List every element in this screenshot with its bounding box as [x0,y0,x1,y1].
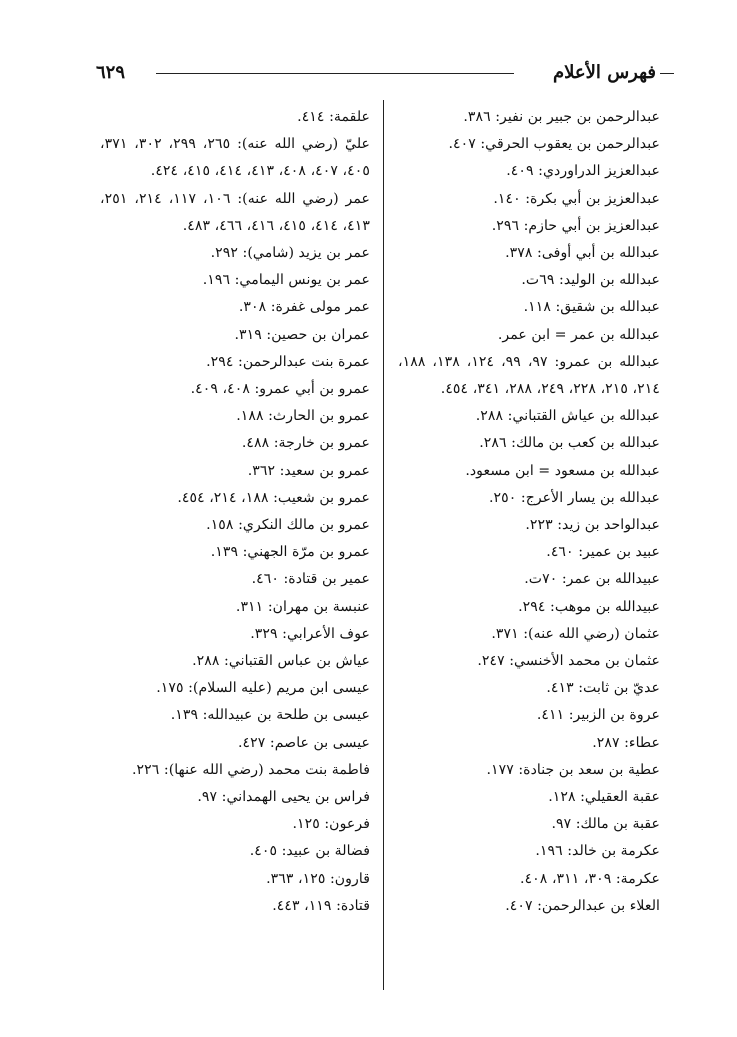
index-entry: عبدالعزيز بن أبي بكرة: ١٤٠. [493,190,660,207]
index-entry: عبدالله بن عياش القتباني: ٢٨٨. [475,408,660,425]
index-entry: عقبة بن مالك: ٩٧. [551,816,660,833]
index-entry: عبيد بن عمير: ٤٦٠. [546,544,660,561]
page-number: ٦٢٩ [96,62,126,83]
index-entry: عيسى بن عاصم: ٤٢٧. [238,734,370,751]
index-entry: عليّ (رضي الله عنه): ٢٦٥، ٢٩٩، ٣٠٢، ٣٧١، ٤٠٥، ٤٠٧، ٤٠٨، ٤١٣، ٤١٤، ٤١٥، ٤٢٤. [100,136,370,180]
index-entry: عمرو بن خارجة: ٤٨٨. [241,435,370,452]
index-entry: فاطمة بنت محمد (رضي الله عنها): ٢٢٦. [132,761,370,778]
index-entry: عمير بن قتادة: ٤٦٠. [251,571,370,588]
index-entry: عكرمة: ٣٠٩، ٣١١، ٤٠٨. [520,870,660,887]
index-entry: عيسى ابن مريم (عليه السلام): ١٧٥. [156,680,370,697]
index-entry: العلاء بن عبدالرحمن: ٤٠٧. [505,897,660,914]
index-entry: عبدالرحمن بن جبير بن نفير: ٣٨٦. [463,109,660,125]
index-entry: عمرو بن الحارث: ١٨٨. [236,408,370,425]
index-entry: عبدالله بن عمرو: ٩٧، ٩٩، ١٢٤، ١٣٨، ١٨٨، ٢١٤، ٢١٥، ٢٢٨، ٢٤٩، ٢٨٨، ٣٤١، ٤٥٤. [398,353,660,398]
index-entry: فرعون: ١٢٥. [292,816,370,833]
index-entry: عروة بن الزبير: ٤١١. [536,707,660,724]
index-entry: عنبسة بن مهران: ٣١١. [235,598,370,615]
index-entry: عبدالله بن أبي أوفى: ٣٧٨. [505,245,660,262]
left-column [100,104,370,920]
index-entry: عمرو بن مرّة الجهني: ١٣٩. [210,544,370,561]
index-entry: عبدالله بن شقيق: ١١٨. [523,299,660,316]
page-header [96,62,656,88]
index-entry: عبدالرحمن بن يعقوب الحرقي: ٤٠٧. [448,136,660,153]
index-entry: عطاء: ٢٨٧. [592,734,660,751]
index-entry: فراس بن يحيى الهمداني: ٩٧. [197,789,370,806]
page-title: فهرس الأعلام [553,62,656,83]
index-entry: عبدالله بن الوليد: ٦٩ت. [521,272,660,289]
index-entry: عمران بن حصين: ٣١٩. [234,326,370,343]
index-entry: علقمة: ٤١٤. [297,109,370,125]
index-entry: عمر (رضي الله عنه): ١٠٦، ١١٧، ٢١٤، ٢٥١، ٤١٣، ٤١٤، ٤١٥، ٤١٦، ٤٦٦، ٤٨٣. [100,190,370,234]
index-entry: عبدالعزيز الدراوردي: ٤٠٩. [506,163,660,180]
header-dash [660,73,674,74]
index-entry: عمرة بنت عبدالرحمن: ٢٩٤. [206,353,370,370]
index-entry: عيسى بن طلحة بن عبيدالله: ١٣٩. [170,707,370,724]
index-entry: عبدالله بن يسار الأعرج: ٢٥٠. [489,489,660,506]
index-entry: عمرو بن شعيب: ١٨٨، ٢١٤، ٤٥٤. [177,489,370,506]
index-entry: قارون: ١٢٥، ٣٦٣. [266,870,370,887]
index-entry: عبدالواحد بن زيد: ٢٢٣. [525,517,660,534]
index-entry: عبدالعزيز بن أبي حازم: ٢٩٦. [491,217,660,234]
header-rule [156,73,514,74]
index-entry: عمر مولى غفرة: ٣٠٨. [238,299,370,316]
column-divider [383,100,384,990]
index-entry: عمر بن يونس اليمامي: ١٩٦. [202,272,370,289]
index-entry: عكرمة بن خالد: ١٩٦. [535,843,660,860]
index-entry: عوف الأعرابي: ٣٢٩. [250,625,370,642]
index-entry: عمرو بن مالك النكري: ١٥٨. [206,517,370,534]
index-entry: عمرو بن أبي عمرو: ٤٠٨، ٤٠٩. [190,381,370,398]
index-entry: عبدالله بن مسعود = ابن مسعود. [465,462,660,479]
index-entry: عبيدالله بن موهب: ٢٩٤. [518,598,660,615]
index-entry: عطية بن سعد بن جنادة: ١٧٧. [486,761,660,778]
index-entry: فضالة بن عبيد: ٤٠٥. [249,843,370,860]
index-entry: عياش بن عباس القتباني: ٢٨٨. [192,653,370,670]
index-entry: عمرو بن سعيد: ٣٦٢. [247,462,370,479]
index-entry: عبيدالله بن عمر: ٧٠ت. [524,571,660,588]
index-entry: عمر بن يزيد (شامي): ٢٩٢. [210,245,370,262]
index-entry: عبدالله بن كعب بن مالك: ٢٨٦. [479,435,660,452]
index-entry: عثمان (رضي الله عنه): ٣٧١. [491,625,660,642]
index-entry: عبدالله بن عمر = ابن عمر. [497,326,660,343]
index-entry: عقبة العقيلي: ١٢٨. [548,789,660,806]
index-entry: عثمان بن محمد الأخنسي: ٢٤٧. [477,653,660,670]
index-entry: قتادة: ١١٩، ٤٤٣. [272,897,370,914]
index-entry: عديّ بن ثابت: ٤١٣. [546,680,660,697]
right-column [398,104,660,920]
